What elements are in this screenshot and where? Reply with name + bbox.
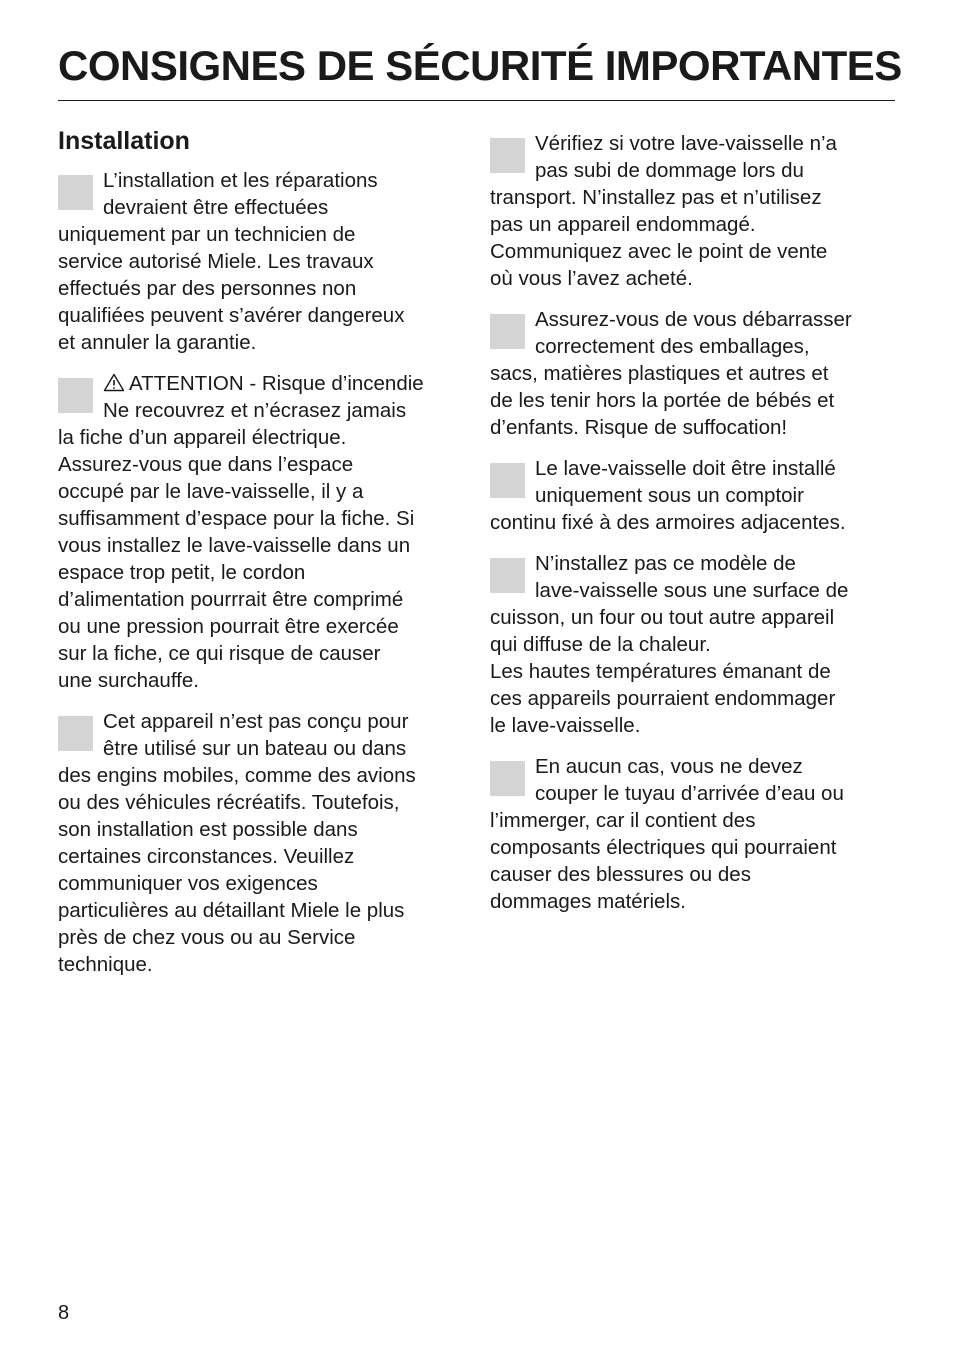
paragraph-line: certaines circonstances. Veuillez xyxy=(58,845,355,868)
safety-paragraph xyxy=(58,708,468,978)
paragraph-line: pas un appareil endommagé. xyxy=(490,213,756,236)
safety-paragraph xyxy=(490,550,900,739)
title-divider xyxy=(58,100,895,101)
paragraph-line: être utilisé sur un bateau ou dans xyxy=(103,737,407,760)
paragraph-line: correctement des emballages, xyxy=(535,335,810,358)
safety-paragraph xyxy=(490,306,900,441)
paragraph-line: N’installez pas ce modèle de xyxy=(535,552,796,575)
paragraph-line: ou des véhicules récréatifs. Toutefois, xyxy=(58,791,400,814)
paragraph-line: espace trop petit, le cordon xyxy=(58,561,306,584)
paragraph-line: occupé par le lave-vaisselle, il y a xyxy=(58,480,364,503)
paragraph-line: l’immerger, car il contient des xyxy=(490,809,756,832)
safety-paragraph xyxy=(58,167,468,356)
safety-paragraph xyxy=(490,130,900,292)
paragraph-line: ces appareils pourraient endommager xyxy=(490,687,836,710)
square-bullet-icon xyxy=(58,378,93,413)
paragraph-line: uniquement par un technicien de xyxy=(58,223,356,246)
page-title: CONSIGNES DE SÉCURITÉ IMPORTANTES xyxy=(58,42,902,89)
paragraph-line: sacs, matières plastiques et autres et xyxy=(490,362,829,385)
paragraph-line: qui diffuse de la chaleur. xyxy=(490,633,711,656)
paragraph-line: lave-vaisselle sous une surface de xyxy=(535,579,849,602)
paragraph-line: des engins mobiles, comme des avions xyxy=(58,764,416,787)
paragraph-line: son installation est possible dans xyxy=(58,818,358,841)
paragraph-line: devraient être effectuées xyxy=(103,196,329,219)
paragraph-line: transport. N’installez pas et n’utilisez xyxy=(490,186,822,209)
paragraph-line: cuisson, un four ou tout autre appareil xyxy=(490,606,835,629)
paragraph-line: de les tenir hors la portée de bébés et xyxy=(490,389,835,412)
paragraph-line: le lave-vaisselle. xyxy=(490,714,641,737)
paragraph-line: qualifiées peuvent s’avérer dangereux xyxy=(58,304,405,327)
paragraph-line: dommages matériels. xyxy=(490,890,686,913)
paragraph-line: Communiquez avec le point de vente xyxy=(490,240,828,263)
right-column xyxy=(490,130,900,929)
left-column xyxy=(58,124,468,992)
paragraph-line: service autorisé Miele. Les travaux xyxy=(58,250,374,273)
square-bullet-icon xyxy=(490,558,525,593)
square-bullet-icon xyxy=(58,716,93,751)
paragraph-line: Le lave-vaisselle doit être installé xyxy=(535,457,836,480)
paragraph-line: Les hautes températures émanant de xyxy=(490,660,831,683)
paragraph-line: uniquement sous un comptoir xyxy=(535,484,804,507)
paragraph-line: Assurez-vous que dans l’espace xyxy=(58,453,354,476)
paragraph-line: technique. xyxy=(58,953,153,976)
paragraph-line: couper le tuyau d’arrivée d’eau ou xyxy=(535,782,844,805)
square-bullet-icon xyxy=(490,761,525,796)
warning-label: ATTENTION - Risque d’incendie xyxy=(129,372,424,395)
paragraph-line: Vérifiez si votre lave-vaisselle n’a xyxy=(535,132,837,155)
paragraph-line: L’installation et les réparations xyxy=(103,169,378,192)
paragraph-line: effectués par des personnes non xyxy=(58,277,357,300)
square-bullet-icon xyxy=(58,175,93,210)
safety-paragraph xyxy=(490,455,900,536)
paragraph-line: pas subi de dommage lors du xyxy=(535,159,804,182)
paragraph-line: et annuler la garantie. xyxy=(58,331,257,354)
paragraph-line: une surchauffe. xyxy=(58,669,199,692)
paragraph-line: près de chez vous ou au Service xyxy=(58,926,356,949)
paragraph-line: d’enfants. Risque de suffocation! xyxy=(490,416,788,439)
paragraph-line: Ne recouvrez et n’écrasez jamais xyxy=(103,399,407,422)
paragraph-line: continu fixé à des armoires adjacentes. xyxy=(490,511,846,534)
paragraph-line: où vous l’avez acheté. xyxy=(490,267,693,290)
paragraph-line: composants électriques qui pourraient xyxy=(490,836,837,859)
page-number: 8 xyxy=(58,1302,70,1324)
paragraph-line: communiquer vos exigences xyxy=(58,872,318,895)
square-bullet-icon xyxy=(490,314,525,349)
paragraph-line: sur la fiche, ce qui risque de causer xyxy=(58,642,381,665)
paragraph-line: d’alimentation pourrrait être comprimé xyxy=(58,588,404,611)
paragraph-line: particulières au détaillant Miele le plus xyxy=(58,899,405,922)
paragraph-line: En aucun cas, vous ne devez xyxy=(535,755,803,778)
safety-paragraph xyxy=(490,753,900,915)
warning-line xyxy=(58,370,468,397)
square-bullet-icon xyxy=(490,138,525,173)
safety-paragraph-fire-warning xyxy=(58,370,468,694)
paragraph-line: causer des blessures ou des xyxy=(490,863,751,886)
section-heading-installation: Installation xyxy=(58,127,190,155)
paragraph-line: suffisamment d’espace pour la fiche. Si xyxy=(58,507,415,530)
paragraph-line: Assurez-vous de vous débarrasser xyxy=(535,308,852,331)
warning-triangle-icon xyxy=(103,373,125,392)
square-bullet-icon xyxy=(490,463,525,498)
paragraph-line: vous installez le lave-vaisselle dans un xyxy=(58,534,411,557)
paragraph-line: la fiche d’un appareil électrique. xyxy=(58,426,347,449)
paragraph-line: Cet appareil n’est pas conçu pour xyxy=(103,710,409,733)
paragraph-line: ou une pression pourrait être exercée xyxy=(58,615,399,638)
